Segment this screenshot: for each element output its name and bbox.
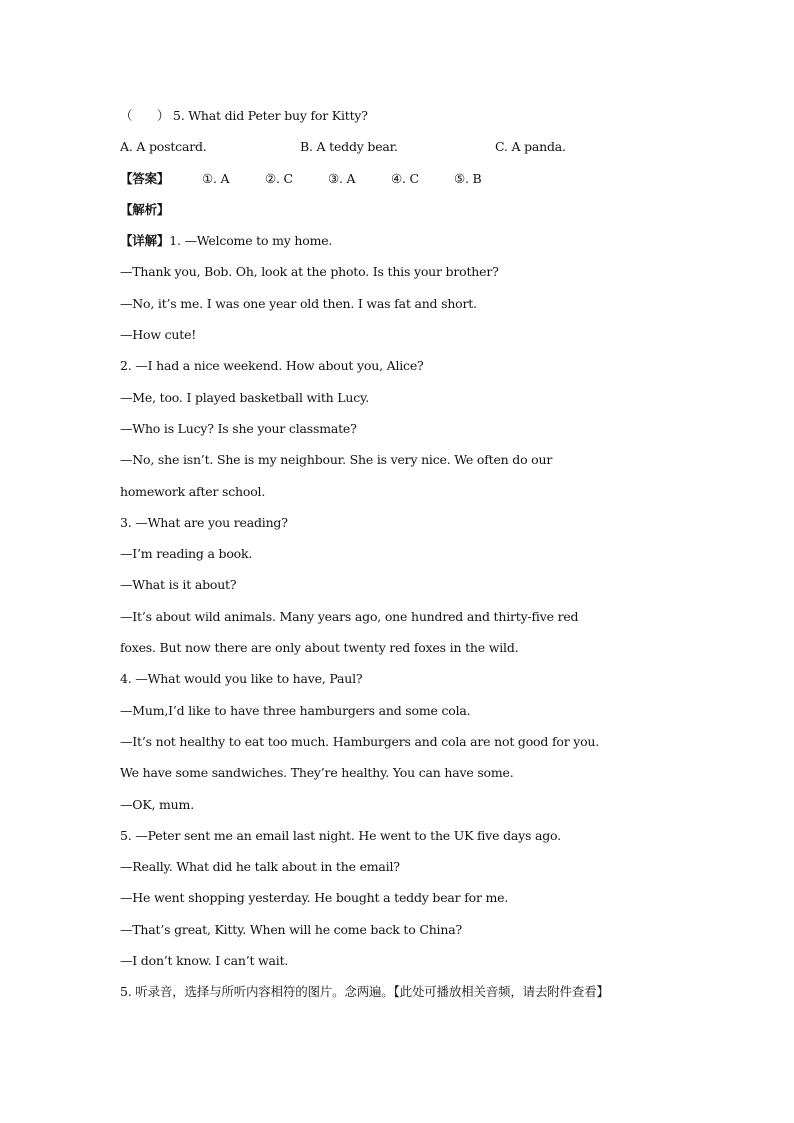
option-a: A. A postcard. <box>120 139 207 155</box>
detail-line <box>120 225 680 256</box>
transcript-line: —No, she isn’t. She is my neighbour. She is very nice. We often do our <box>120 452 553 468</box>
transcript-line: —He went shopping yesterday. He bought a teddy bear for me. <box>120 890 509 906</box>
transcript-line: 3. —What are you reading? <box>120 514 288 530</box>
transcript-line: —OK, mum. <box>120 796 194 812</box>
transcript-line: —Really. What did he talk about in the email? <box>120 859 400 875</box>
transcript-line: —I don’t know. I can’t wait. <box>120 953 289 969</box>
detail-label: 【详解】 <box>120 233 170 249</box>
transcript-line: —Me, too. I played basketball with Lucy. <box>120 389 370 405</box>
transcript-line: —No, it’s me. I was one year old then. I was fat and short. <box>120 295 477 311</box>
option-c: C. A panda. <box>495 139 566 155</box>
answer-item-5: ⑤. B <box>454 170 482 186</box>
transcript-line: —That’s great, Kitty. When will he come back to China? <box>120 921 462 937</box>
answer-item-1: ①. A <box>202 170 230 186</box>
transcript-line: —It’s not healthy to eat too much. Hamburgers and cola are not good for you. <box>120 733 600 749</box>
transcript-line: —Who is Lucy? Is she your classmate? <box>120 420 357 436</box>
transcript-line: —I’m reading a book. <box>120 546 253 562</box>
question-line <box>120 100 680 131</box>
question-text: 5. What did Peter buy for Kitty? <box>172 108 368 123</box>
answer-item-4: ④. C <box>391 170 419 186</box>
transcript-line: foxes. But now there are only about twenty red foxes in the wild. <box>120 640 519 656</box>
transcript-line: We have some sandwiches. They’re healthy. You can have some. <box>120 765 514 781</box>
answer-label: 【答案】 <box>120 170 170 186</box>
transcript-line: —Thank you, Bob. Oh, look at the photo. Is this your brother? <box>120 264 499 280</box>
transcript-line: 5. —Peter sent me an email last night. He went to the UK five days ago. <box>120 827 561 843</box>
transcript-line: 4. —What would you like to have, Paul? <box>120 671 363 687</box>
transcript-line: homework after school. <box>120 483 266 499</box>
option-b: B. A teddy bear. <box>300 139 398 155</box>
answer-bracket: （ ） <box>120 108 170 123</box>
transcript-line: —How cute! <box>120 327 197 343</box>
document-page <box>120 100 680 1008</box>
options-line <box>120 131 680 162</box>
transcript-line: 1. —Welcome to my home. <box>169 233 333 249</box>
transcript-line: —What is it about? <box>120 577 237 593</box>
transcript-line: —It’s about wild animals. Many years ago, one hundred and thirty-five red <box>120 608 579 624</box>
answer-item-3: ③. A <box>328 170 356 186</box>
transcript-line: —Mum,I’d like to have three hamburgers and some cola. <box>120 702 471 718</box>
answer-line <box>120 163 680 194</box>
transcript-line: 2. —I had a nice weekend. How about you, Alice? <box>120 358 424 374</box>
answer-item-2: ②. C <box>265 170 293 186</box>
analysis-label: 【解析】 <box>120 201 170 217</box>
next-question: 5. 听录音，选择与所听内容相符的图片。念两遍。【此处可播放相关音频，请去附件查看】 <box>120 984 609 1000</box>
